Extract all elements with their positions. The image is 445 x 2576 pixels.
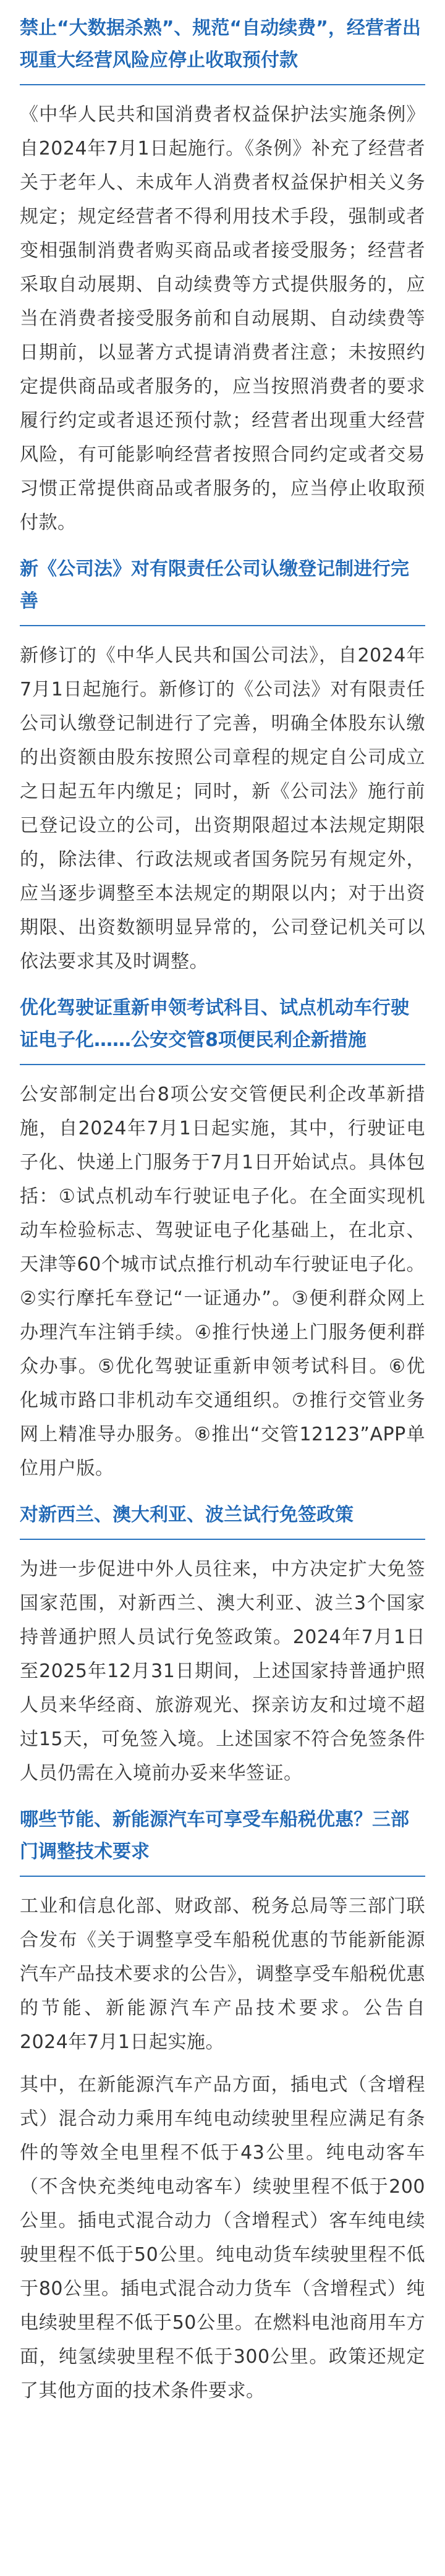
section-paragraph: 公安部制定出台8项公安交管便民利企改革新措施，自2024年7月1日起实施，其中，行驶证电子化、快递上门服务于7月1日开始试点。具体包括：①试点机动车行驶证电子化。在全面实现机动车检验标志、驾驶证电子化基础上，在北京、天津等60个城市试点推行机动车行驶证电子化。②实行摩托车登记“一证通办”。③便利群众网上办理汽车注销手续。④推行快递上门服务便利群众办事。⑤优化驾驶证重新申领考试科目。⑥优化城市路口非机动车交通组织。⑦推行交管业务网上精准导办服务。⑧推出“交管12123”APP单位用户版。	[20, 1084, 425, 1479]
section-heading: 禁止“大数据杀熟”、规范“自动续费”，经营者出现重大经营风险应停止收取预付款	[20, 17, 421, 71]
section-paragraph: 其中，在新能源汽车产品方面，插电式（含增程式）混合动力乘用车纯电动续驶里程应满足有条件的等效全电里程不低于43公里。纯电动客车（不含快充类纯电动客车）续驶里程不低于200公里。插电式混合动力（含增程式）客车纯电续驶里程不低于50公里。纯电动货车续驶里程不低于80公里。插电式混合动力货车（含增程式）纯电续驶里程不低于50公里。在燃料电池商用车方面，纯氢续驶里程不低于300公里。政策还规定了其他方面的技术条件要求。	[20, 2074, 425, 2402]
section-paragraph: 《中华人民共和国消费者权益保护法实施条例》自2024年7月1日起施行。《条例》补充了经营者关于老年人、未成年人消费者权益保护相关义务规定；规定经营者不得利用技术手段，强制或者变相强制消费者购买商品或者接受服务；经营者采取自动展期、自动续费等方式提供服务的，应当在消费者接受服务前和自动展期、自动续费等日期前，以显著方式提请消费者注意；未按照约定提供商品或者服务的，应当按照消费者的要求履行约定或者退还预付款；经营者出现重大经营风险，有可能影响经营者按照合同约定或者交易习惯正常提供商品或者服务的，应当停止收取预付款。	[20, 104, 425, 533]
section-heading: 新《公司法》对有限责任公司认缴登记制进行完善	[20, 558, 409, 612]
section-divider	[20, 84, 425, 85]
section-divider	[20, 625, 425, 626]
section-paragraph: 新修订的《中华人民共和国公司法》，自2024年7月1日起施行。新修订的《公司法》对有限责任公司认缴登记制进行了完善，明确全体股东认缴的出资额由股东按照公司章程的规定自公司成立之日起五年内缴足；同时，新《公司法》施行前已登记设立的公司，出资期限超过本法规定期限的，除法律、行政法规或者国务院另有规定外，应当逐步调整至本法规定的期限以内；对于出资期限、出资数额明显异常的，公司登记机关可以依法要求其及时调整。	[20, 645, 425, 972]
section-heading: 优化驾驶证重新申领考试科目、试点机动车行驶证电子化……公安交管8项便民利企新措施	[20, 997, 409, 1051]
section-heading: 哪些节能、新能源汽车可享受车船税优惠？三部门调整技术要求	[20, 1809, 409, 1863]
section-company-law	[20, 553, 425, 979]
section-heading: 对新西兰、澳大利亚、波兰试行免签政策	[20, 1504, 354, 1526]
section-paragraph: 工业和信息化部、财政部、税务总局等三部门联合发布《关于调整享受车船税优惠的节能新能源汽车产品技术要求的公告》，调整享受车船税优惠的节能、新能源汽车产品技术要求。公告自2024年7月1日起实施。	[20, 1895, 425, 2053]
section-vehicle-tax	[20, 1804, 425, 2408]
section-traffic-measures	[20, 992, 425, 1486]
section-paragraph: 为进一步促进中外人员往来，中方决定扩大免签国家范围，对新西兰、澳大利亚、波兰3个国家持普通护照人员试行免签政策。2024年7月1日至2025年12月31日期间，上述国家持普通护照人员来华经商、旅游观光、探亲访友和过境不超过15天，可免签入境。上述国家不符合免签条件人员仍需在入境前办妥来华签证。	[20, 1558, 425, 1784]
section-divider	[20, 1876, 425, 1877]
section-divider	[20, 1539, 425, 1540]
section-divider	[20, 1064, 425, 1065]
section-visa-free	[20, 1499, 425, 1790]
section-consumer-protection	[20, 12, 425, 540]
